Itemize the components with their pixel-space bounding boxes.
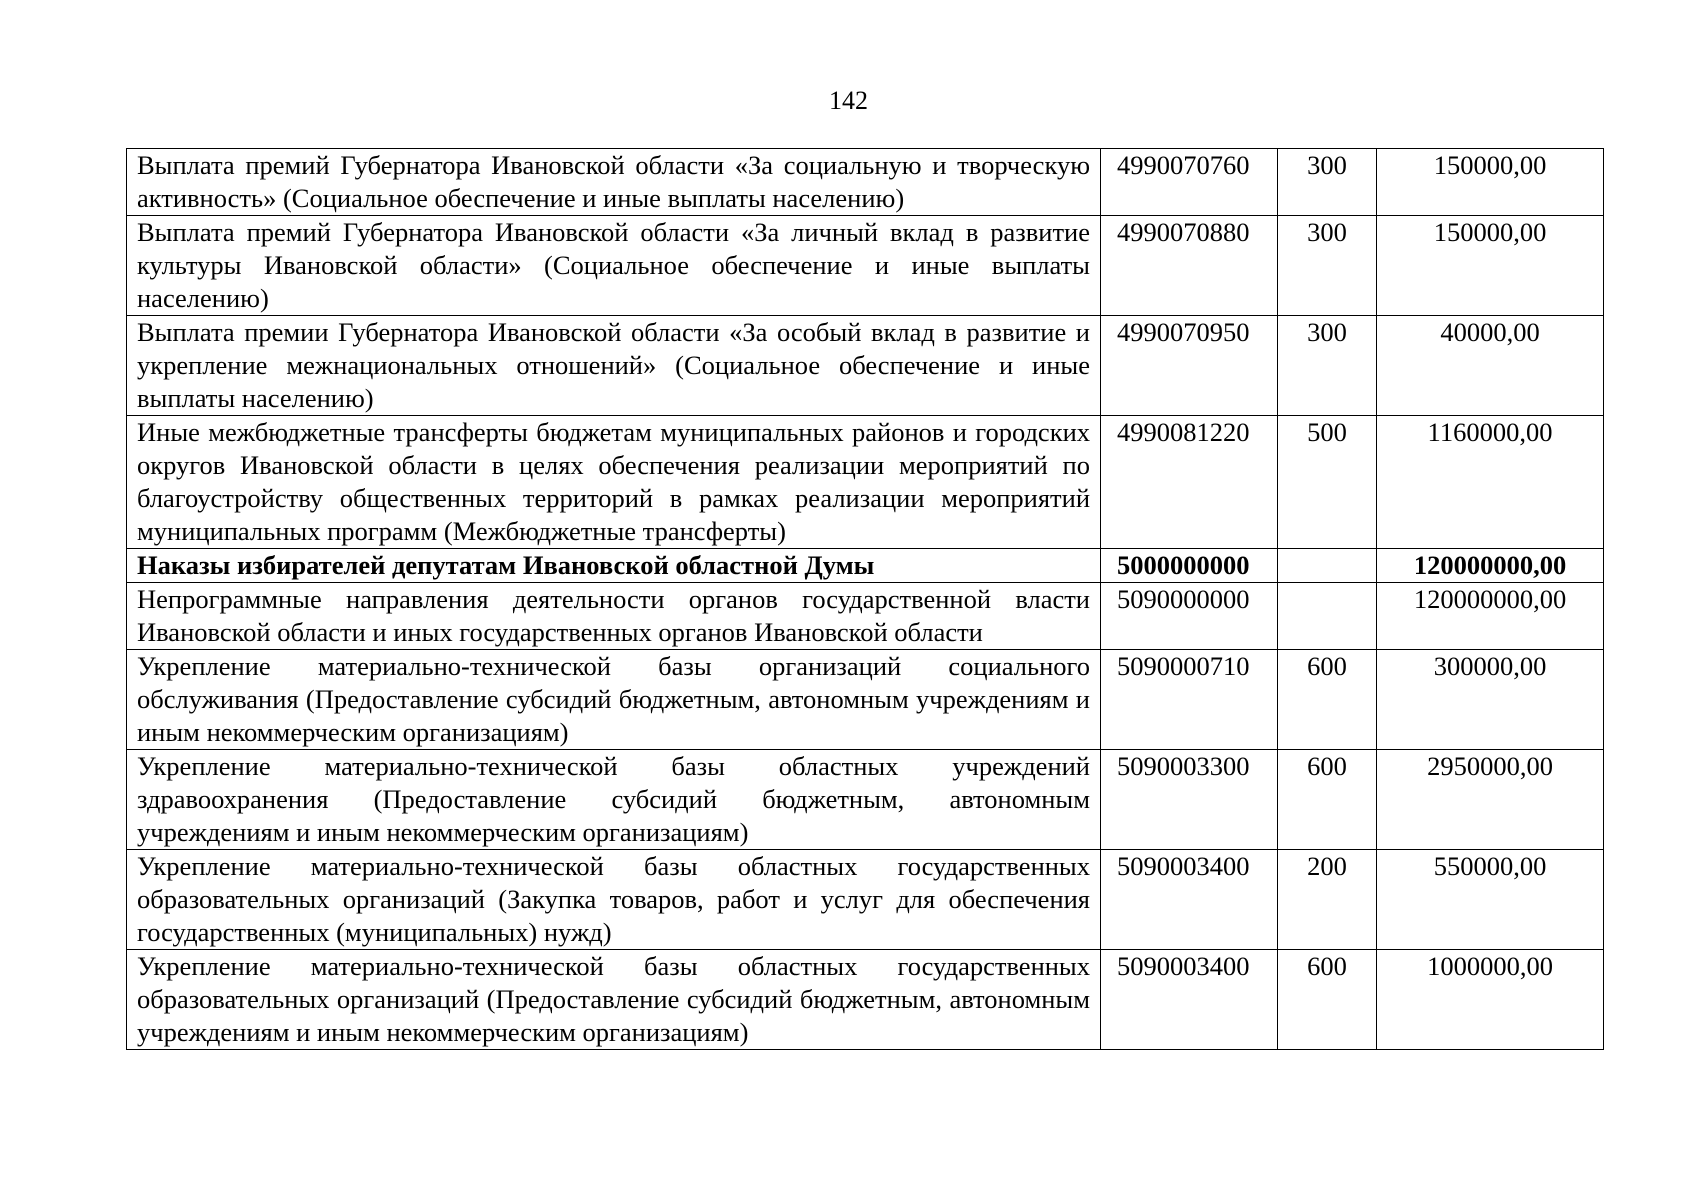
row-amount: 120000000,00: [1377, 549, 1604, 583]
row-target-code: 5090003300: [1101, 750, 1278, 850]
row-expense-type: 600: [1278, 950, 1377, 1050]
row-amount: 2950000,00: [1377, 750, 1604, 850]
table-row-section-header: [127, 549, 1604, 583]
row-name: Иные межбюджетные трансферты бюджетам муниципальных районов и городских округов Ивановской области в целях обеспечения реализации мероприятий по благоустройству общественных территорий в рамках реализации мероприятий муниципальных программ (Межбюджетные трансферты): [127, 416, 1101, 549]
row-amount: 1160000,00: [1377, 416, 1604, 549]
table-row: [127, 750, 1604, 850]
row-expense-type: 300: [1278, 149, 1377, 216]
row-expense-type: 600: [1278, 650, 1377, 750]
row-expense-type: 600: [1278, 750, 1377, 850]
row-target-code: 4990070950: [1101, 316, 1278, 416]
row-target-code: 5000000000: [1101, 549, 1278, 583]
row-name: Выплата премий Губернатора Ивановской области «За социальную и творческую активность» (Социальное обеспечение и иные выплаты населению): [127, 149, 1101, 216]
row-name: Выплата премий Губернатора Ивановской области «За личный вклад в развитие культуры Ивановской области» (Социальное обеспечение и иные выплаты населению): [127, 216, 1101, 316]
table-row: [127, 850, 1604, 950]
row-target-code: 4990070880: [1101, 216, 1278, 316]
row-expense-type: [1278, 583, 1377, 650]
row-target-code: 5090000710: [1101, 650, 1278, 750]
row-name: Укрепление материально-технической базы областных учреждений здравоохранения (Предоставление субсидий бюджетным, автономным учреждениям и иным некоммерческим организациям): [127, 750, 1101, 850]
row-target-code: 5090003400: [1101, 850, 1278, 950]
row-name: Укрепление материально-технической базы организаций социального обслуживания (Предоставление субсидий бюджетным, автономным учреждениям и иным некоммерческим организациям): [127, 650, 1101, 750]
row-name: Непрограммные направления деятельности органов государственной власти Ивановской области и иных государственных органов Ивановской области: [127, 583, 1101, 650]
table-row: [127, 950, 1604, 1050]
row-amount: 150000,00: [1377, 216, 1604, 316]
row-amount: 150000,00: [1377, 149, 1604, 216]
row-name: Укрепление материально-технической базы областных государственных образовательных организаций (Предоставление субсидий бюджетным, автономным учреждениям и иным некоммерческим организациям): [127, 950, 1101, 1050]
row-expense-type: 200: [1278, 850, 1377, 950]
row-name: Укрепление материально-технической базы областных государственных образовательных организаций (Закупка товаров, работ и услуг для обеспечения государственных (муниципальных) нужд): [127, 850, 1101, 950]
table-row: [127, 650, 1604, 750]
row-expense-type: [1278, 549, 1377, 583]
table-row: [127, 149, 1604, 216]
row-amount: 300000,00: [1377, 650, 1604, 750]
row-expense-type: 500: [1278, 416, 1377, 549]
row-expense-type: 300: [1278, 316, 1377, 416]
table-row: [127, 316, 1604, 416]
row-name: Наказы избирателей депутатам Ивановской областной Думы: [127, 549, 1101, 583]
page-number: 142: [829, 86, 868, 115]
row-target-code: 5090000000: [1101, 583, 1278, 650]
row-amount: 550000,00: [1377, 850, 1604, 950]
table-row: [127, 416, 1604, 549]
row-target-code: 4990070760: [1101, 149, 1278, 216]
budget-table: [126, 148, 1604, 1050]
row-target-code: 4990081220: [1101, 416, 1278, 549]
table-row: [127, 216, 1604, 316]
row-amount: 120000000,00: [1377, 583, 1604, 650]
table-row: [127, 583, 1604, 650]
row-amount: 40000,00: [1377, 316, 1604, 416]
row-expense-type: 300: [1278, 216, 1377, 316]
row-target-code: 5090003400: [1101, 950, 1278, 1050]
row-name: Выплата премии Губернатора Ивановской области «За особый вклад в развитие и укрепление межнациональных отношений» (Социальное обеспечение и иные выплаты населению): [127, 316, 1101, 416]
row-amount: 1000000,00: [1377, 950, 1604, 1050]
